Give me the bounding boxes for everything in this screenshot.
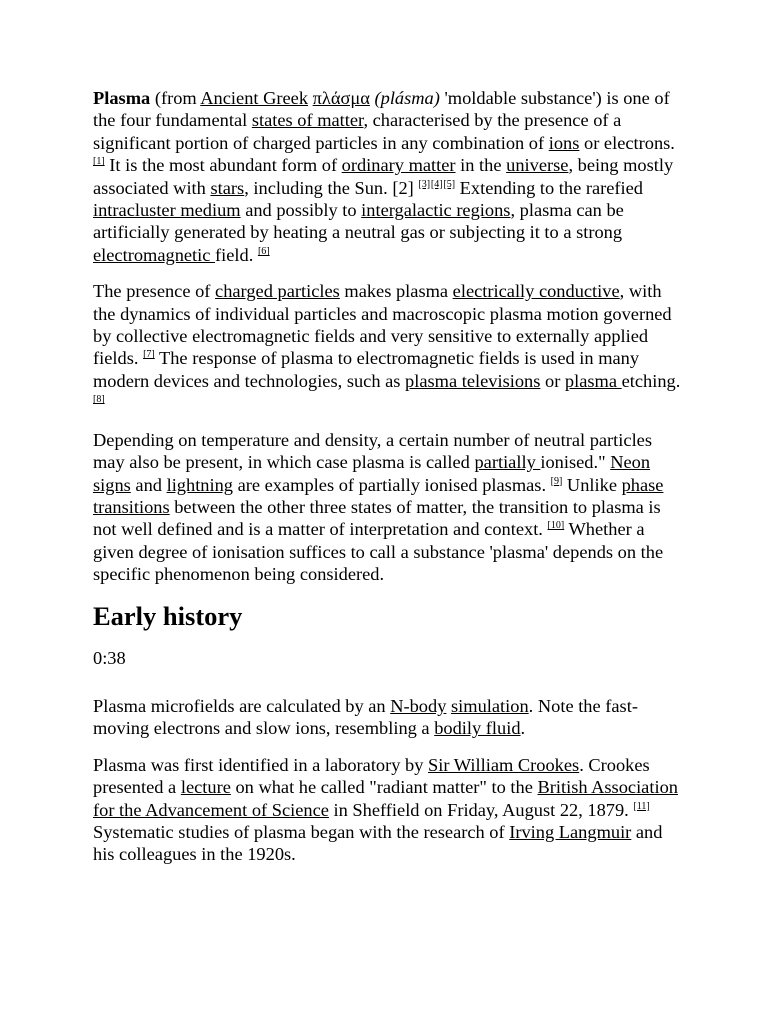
text: (from [150,88,201,108]
paragraph-crookes [93,754,683,866]
paragraph-conductivity [93,280,683,414]
transliteration: (plásma) [374,88,440,108]
link-simulation[interactable]: simulation [451,695,529,716]
text: , characterised by the presence of a significant portion of charged particles in any combination of [93,110,622,153]
text: or electrons. [579,132,675,153]
text: Plasma microfields are calculated by an [93,695,391,716]
link-irving-langmuir[interactable]: Irving Langmuir [509,821,632,842]
link-bodily-fluid[interactable]: bodily fluid [434,718,521,739]
link-intracluster-medium[interactable]: intracluster medium [93,200,241,221]
video-timestamp: 0:38 [93,647,126,668]
text: makes plasma [339,281,453,302]
link-plasma-televisions[interactable]: plasma televisions [405,370,541,391]
ref-9[interactable]: [9] [550,475,563,487]
text: in Sheffield on Friday, August 22, 1879. [328,799,634,820]
link-phase-transitions[interactable]: phase transitions [93,474,664,517]
text: on what he called "radiant matter" to the [230,777,538,798]
paragraph-ionisation [93,429,683,586]
link-neon-signs[interactable]: Neon signs [93,452,651,495]
text: in the [455,155,507,176]
link-stars[interactable]: stars [210,177,245,198]
ref-5[interactable]: [5] [443,178,456,190]
text: field. [215,244,258,265]
ref-10[interactable]: [10] [547,520,565,532]
paragraph-microfields [93,695,683,740]
link-british-association[interactable]: British Association for the Advancement of Science [93,777,678,820]
text: It is the most abundant form of [104,155,342,176]
link-plasma-etching[interactable]: plasma [564,370,622,391]
text: between the other three states of matter, the transition to plasma is not well defined and is a matter of interpretation and context. [93,496,661,540]
text: Whether a given degree of ionisation suffices to call a substance 'plasma' depends on the specific phenomenon being considered. [93,519,664,585]
text: , including the Sun. [2] [244,177,419,198]
link-partially-ionised[interactable]: partially [474,452,541,473]
text: Unlike [562,474,622,495]
link-plasma-greek[interactable]: πλάσμα [312,88,370,108]
link-electromagnetic[interactable]: electromagnetic [93,244,216,265]
text: and [130,474,167,495]
link-ions[interactable]: ions [548,132,580,153]
paragraph-intro [93,87,683,266]
text: Systematic studies of plasma began with the research of [93,821,510,842]
text: , being mostly associated with [93,155,674,198]
text: or [540,370,565,391]
section-heading-early-history: Early history [93,600,243,631]
text: The response of plasma to electromagnetic fields is used in many modern devices and technologies, such as [93,348,640,391]
link-lecture[interactable]: lecture [180,777,231,798]
ref-6[interactable]: [6] [257,245,270,257]
link-william-crookes[interactable]: Sir William Crookes [428,754,580,775]
ref-4[interactable]: [4] [430,178,443,190]
text: . Note the fast-moving electrons and slow ions, resembling a [93,695,638,739]
ref-3[interactable]: [3] [418,178,431,190]
link-ancient-greek[interactable]: Ancient Greek [200,88,309,108]
ref-8[interactable]: [8] [93,394,105,406]
text: , plasma can be artificially generated by heating a neutral gas or subjecting it to a strong [93,200,624,243]
link-universe[interactable]: universe [506,155,569,176]
text: . Crookes presented a [93,754,650,798]
ref-7[interactable]: [7] [143,349,155,361]
text: and his colleagues in the 1920s. [93,821,663,865]
text: Depending on temperature and density, a certain number of neutral particles may also be present, in which case plasma is called [93,429,652,473]
text: Plasma was first identified in a laboratory by [93,754,429,775]
text: Extending to the rarefied [455,177,643,198]
link-lightning[interactable]: lightning [166,474,233,495]
link-intergalactic-regions[interactable]: intergalactic regions [361,200,511,221]
text: The presence of [93,281,216,302]
term-bold: Plasma [93,88,151,108]
link-states-of-matter[interactable]: states of matter [251,110,364,131]
ref-11[interactable]: [11] [633,800,650,812]
link-charged-particles[interactable]: charged particles [215,281,340,302]
text: 'moldable substance') is one of the four fundamental [93,88,670,131]
link-electrically-conductive[interactable]: electrically conductive [452,281,620,302]
text: ionised." [540,452,611,473]
text: etching. [621,370,681,391]
text: and possibly to [240,200,362,221]
text: . [520,718,526,739]
text: are examples of partially ionised plasmas. [233,474,551,495]
article-body [93,87,683,880]
ref-1[interactable]: [1] [93,156,105,168]
text: , with the dynamics of individual particles and macroscopic plasma motion governed by collective electromagnetic fields and very sensitive to externally applied fields. [93,281,672,369]
link-ordinary-matter[interactable]: ordinary matter [341,155,456,176]
link-n-body[interactable]: N-body [390,695,447,716]
